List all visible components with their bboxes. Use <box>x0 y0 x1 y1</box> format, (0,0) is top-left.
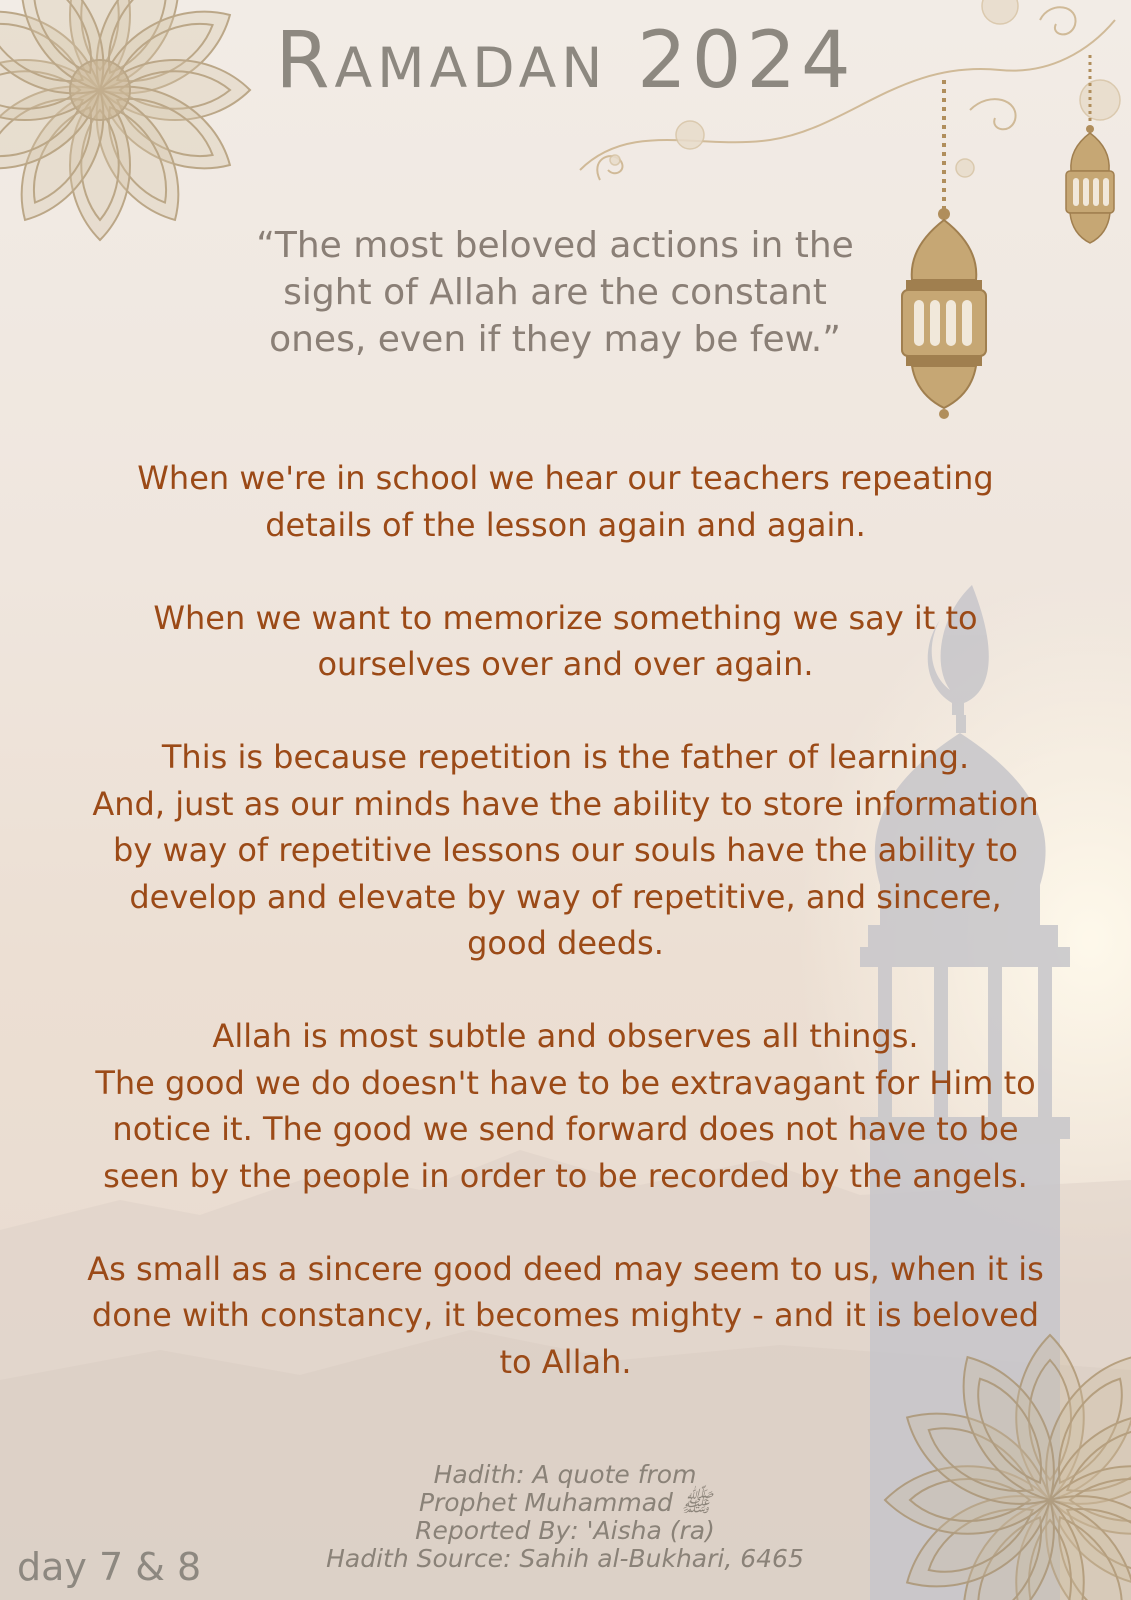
text-line: good deeds. <box>467 924 664 962</box>
lantern-icon <box>898 80 990 420</box>
text-line: develop and elevate by way of repetitive, and sincere, <box>129 877 1002 916</box>
text-line: details of the lesson again and again. <box>265 505 866 544</box>
citation-line: Hadith Source: Sahih al-Bukhari, 6465 <box>326 1544 804 1573</box>
text-line: This is because repetition is the father of learning. <box>161 738 970 776</box>
day-label: day 7 & 8 <box>17 1545 202 1589</box>
quote-line: sight of Allah are the constant <box>283 272 827 313</box>
text-line: seen by the people in order to be recorded by the angels. <box>103 1156 1028 1195</box>
text-line: ourselves over and over again. <box>317 645 814 683</box>
quote-line: ones, even if they may be few.” <box>269 319 841 360</box>
text-line: to Allah. <box>499 1342 632 1381</box>
text-line: done with constancy, it becomes mighty - and it is beloved <box>91 1296 1040 1334</box>
citation-line: Prophet Muhammad ﷺ <box>418 1488 712 1517</box>
hadith-quote <box>210 222 900 363</box>
paragraph <box>25 734 1106 967</box>
citation-line: Reported By: 'Aisha (ra) <box>415 1516 715 1545</box>
text-line: As small as a sincere good deed may seem to us, when it is <box>87 1249 1044 1288</box>
paragraph <box>25 1246 1106 1386</box>
hadith-citation <box>290 1461 840 1573</box>
paragraph <box>25 455 1106 548</box>
text-line: notice it. The good we send forward does not have to be <box>112 1110 1019 1148</box>
paragraph <box>25 1013 1106 1199</box>
citation-line: Hadith: A quote from <box>433 1460 697 1489</box>
text-line: The good we do doesn't have to be extravagant for Him to <box>95 1063 1036 1102</box>
text-line: by way of repetitive lessons our souls have the ability to <box>113 831 1018 869</box>
text-line: When we're in school we hear our teachers repeating <box>137 459 994 497</box>
paragraph <box>25 595 1106 688</box>
page-title: Ramadan 2024 <box>275 16 856 106</box>
text-line: Allah is most subtle and observes all things. <box>212 1017 919 1055</box>
text-line: When we want to memorize something we say it to <box>153 598 978 637</box>
text-line: And, just as our minds have the ability to store information <box>92 784 1039 823</box>
reflection-text <box>25 455 1106 1385</box>
quote-line: “The most beloved actions in the <box>256 225 854 266</box>
